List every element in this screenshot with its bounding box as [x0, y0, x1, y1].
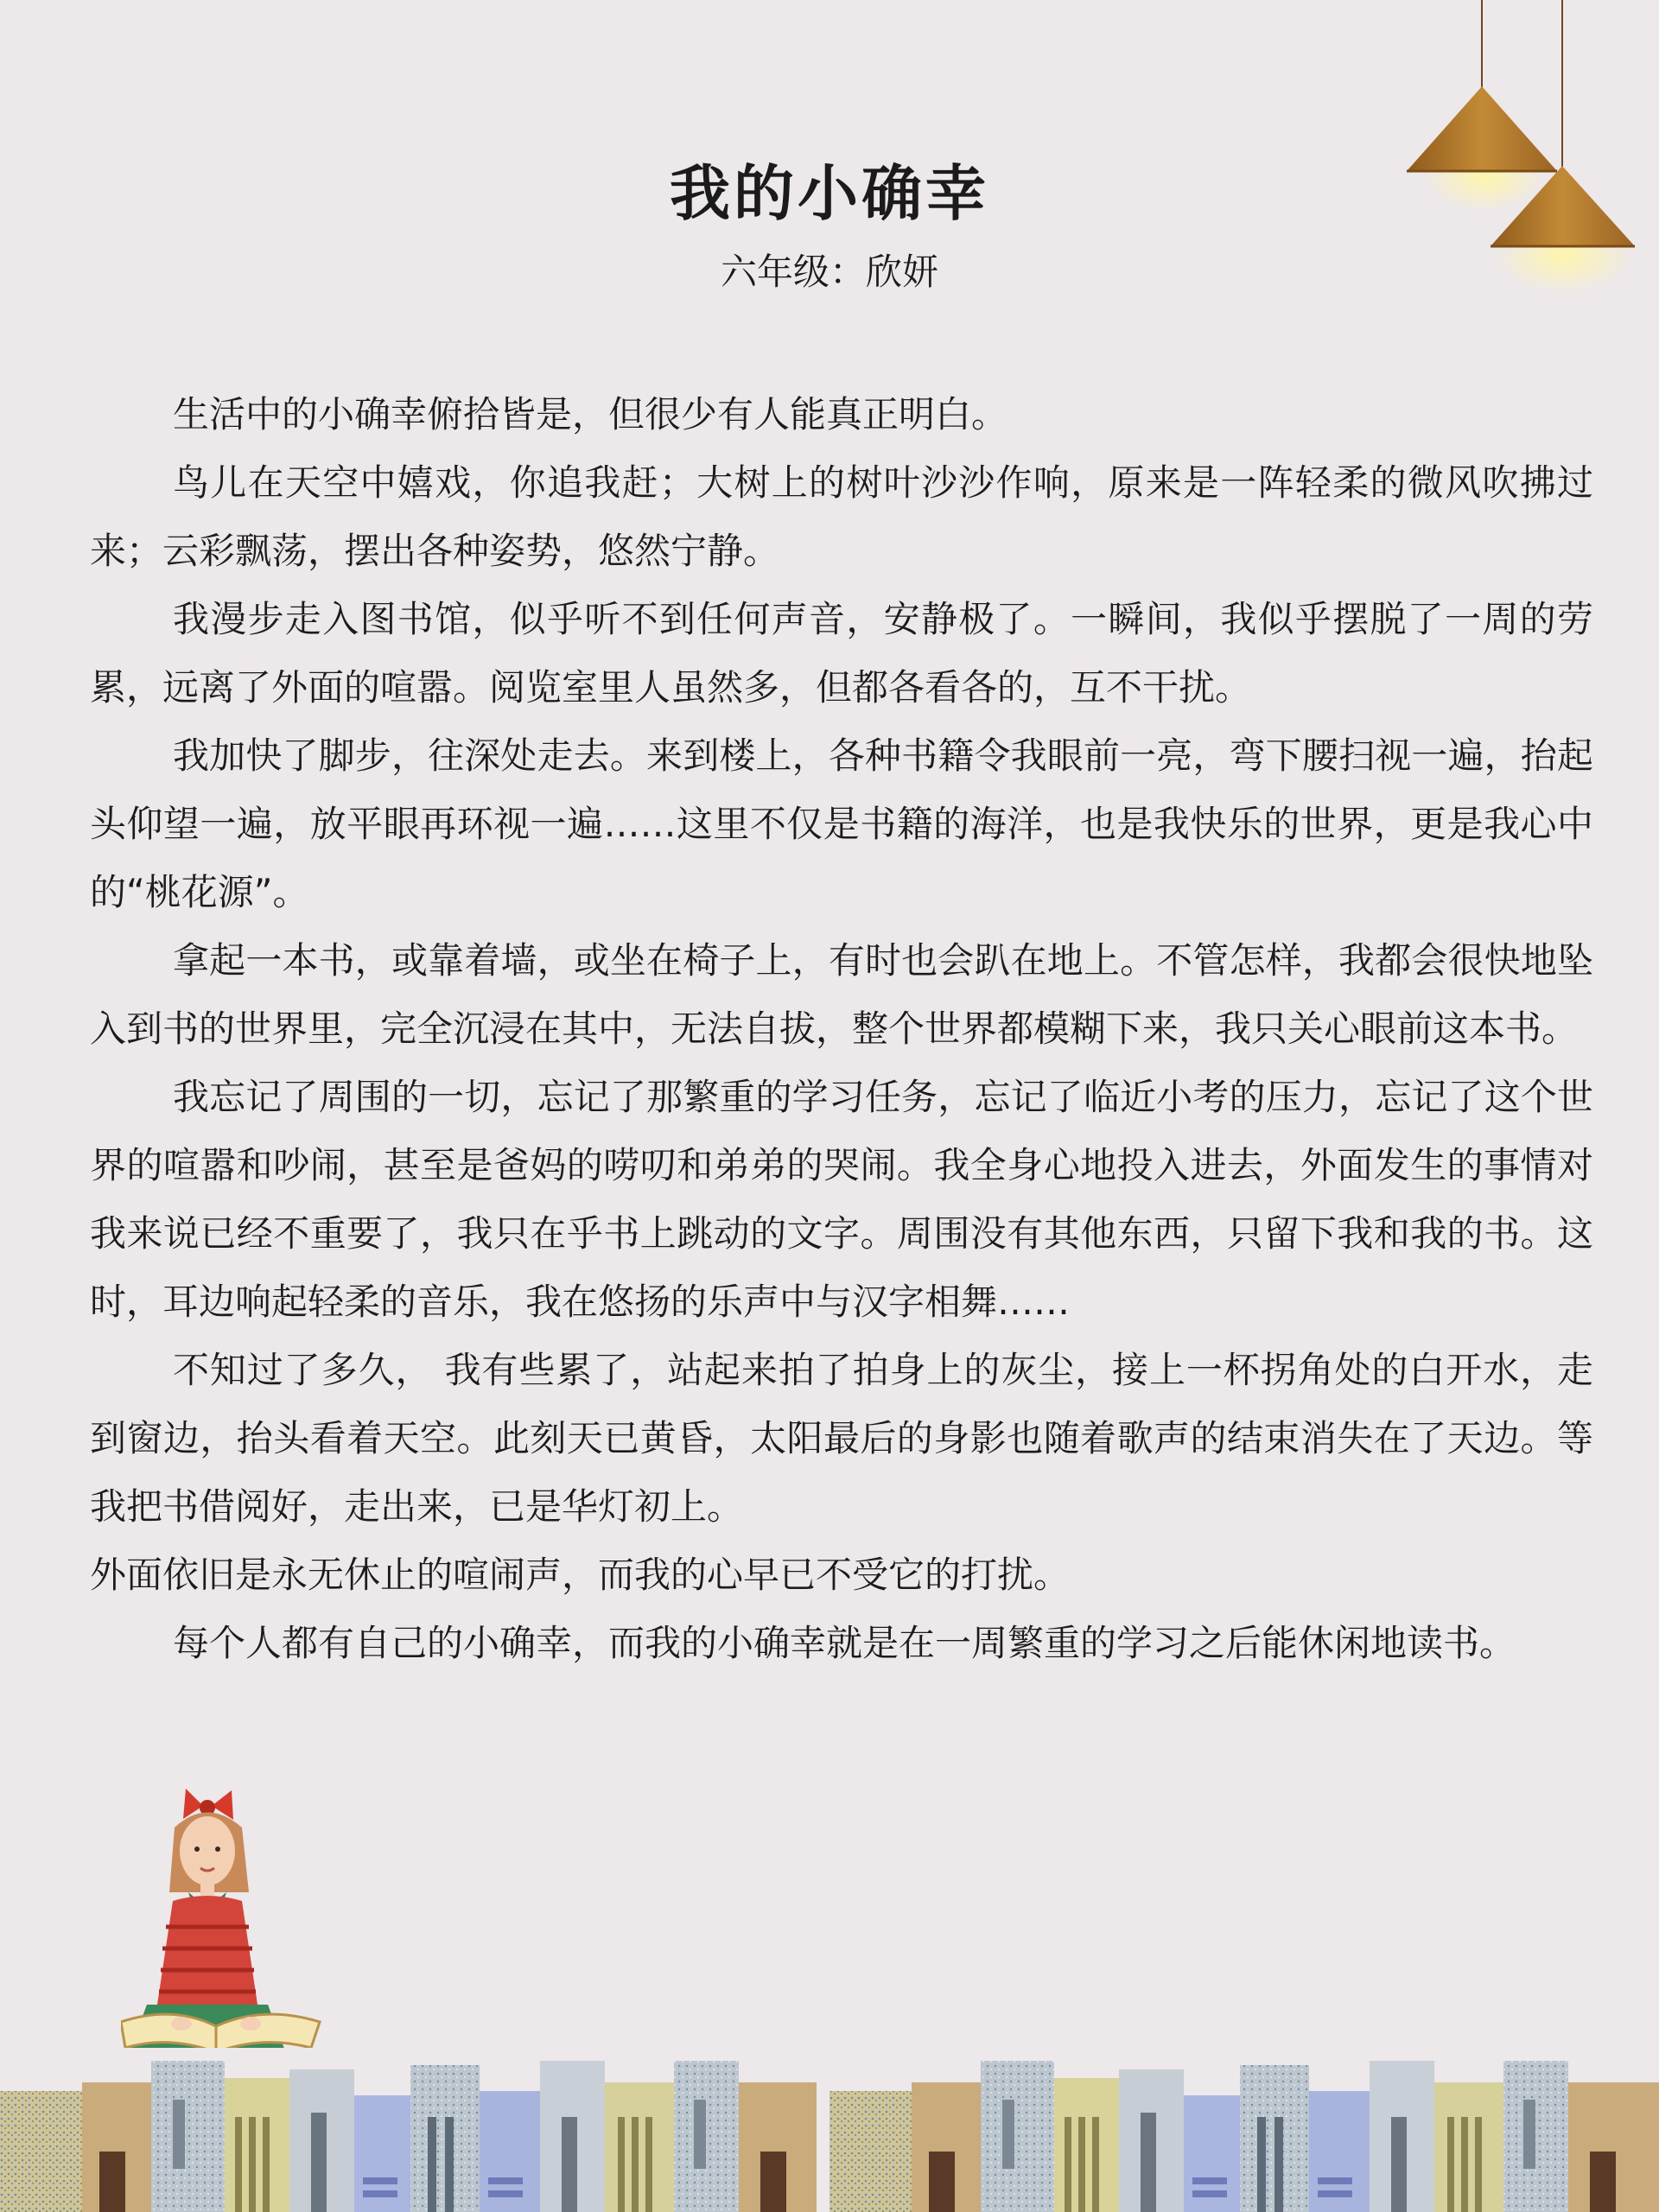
book-spines-border-illustration — [0, 2048, 1659, 2212]
paragraph-9: 每个人都有自己的小确幸，而我的小确幸就是在一周繁重的学习之后能休闲地读书。 — [173, 1622, 1516, 1664]
author-byline: 六年级：欣妍 — [720, 251, 938, 293]
paragraph-6: 我忘记了周围的一切，忘记了那繁重的学习任务，忘记了临近小考的压力，忘记了这个世界的喧嚣和吵闹，甚至是爸妈的唠叨和弟弟的哭闹。我全身心地投入进去，外面发生的事情对我来说已经不重要了，我只在乎书上跳动的文字。周围没有其他东西，只留下我和我的书。这时，耳边响起轻柔的音乐，我在悠扬的乐声中与汉字相舞…… — [90, 1076, 1593, 1323]
paragraph-8: 外面依旧是永无休止的喧闹声，而我的心早已不受它的打扰。 — [90, 1554, 1071, 1596]
paragraph-5: 拿起一本书，或靠着墙，或坐在椅子上，有时也会趴在地上。不管怎样，我都会很快地坠入到书的世界里，完全沉浸在其中，无法自拔，整个世界都模糊下来，我只关心眼前这本书。 — [90, 939, 1593, 1050]
paragraph-4: 我加快了脚步，往深处走去。来到楼上，各种书籍令我眼前一亮，弯下腰扫视一遍，抬起头仰望一遍，放平眼再环视一遍……这里不仅是书籍的海洋，也是我快乐的世界，更是我心中的“桃花源”。 — [90, 734, 1593, 913]
page-title: 我的小确幸 — [670, 157, 989, 229]
paragraph-2: 鸟儿在天空中嬉戏，你追我赶；大树上的树叶沙沙作响，原来是一阵轻柔的微风吹拂过来；云彩飘荡，摆出各种姿势，悠然宁静。 — [90, 461, 1593, 572]
paragraph-1: 生活中的小确幸俯拾皆是，但很少有人能真正明白。 — [173, 393, 1008, 435]
paragraph-3: 我漫步走入图书馆，似乎听不到任何声音，安静极了。一瞬间，我似乎摆脱了一周的劳累，远离了外面的喧嚣。阅览室里人虽然多，但都各看各的，互不干扰。 — [90, 598, 1593, 709]
article-body — [90, 380, 1593, 1677]
paragraph-7: 不知过了多久， 我有些累了，站起来拍了拍身上的灰尘，接上一杯拐角处的白开水，走到窗边，抬头看着天空。此刻天已黄昏，太阳最后的身影也随着歌声的结束消失在了天边。等我把书借阅好，走出来，已是华灯初上。 — [90, 1349, 1593, 1528]
